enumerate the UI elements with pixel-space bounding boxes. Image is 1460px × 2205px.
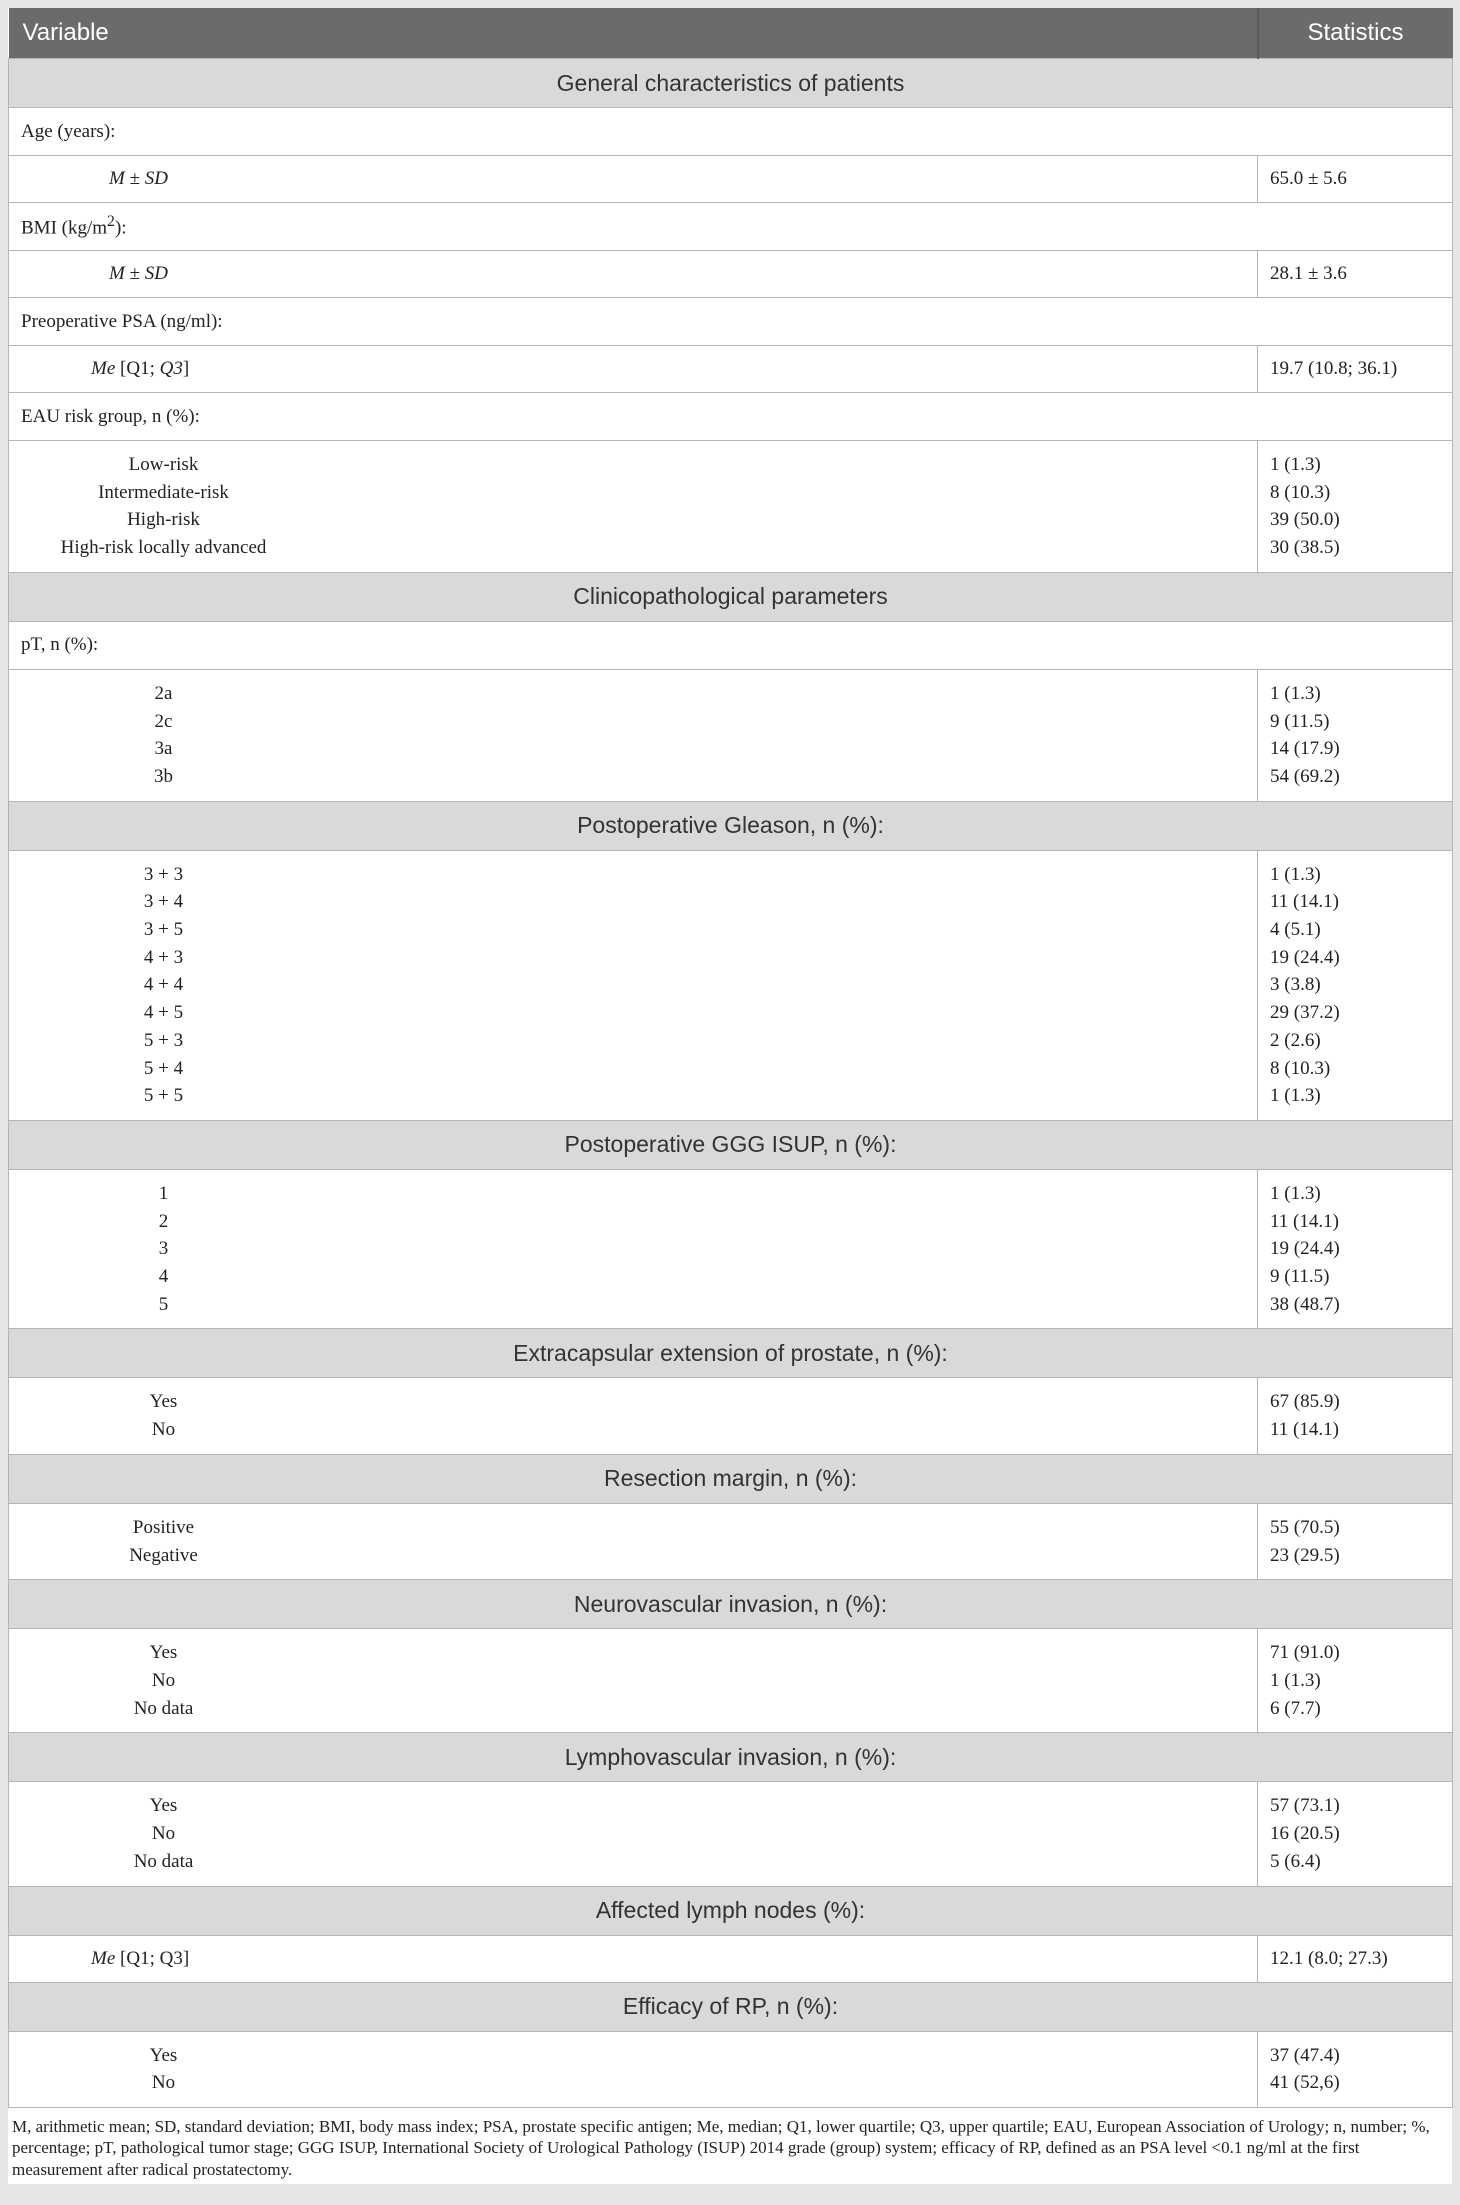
list-value: 37 (47.4) bbox=[1270, 2044, 1340, 2066]
list-item: 3a bbox=[154, 738, 173, 760]
section-title-gleason: Postoperative Gleason, n (%): bbox=[9, 801, 1453, 850]
list-item: Yes bbox=[149, 1795, 178, 1817]
table-row bbox=[9, 441, 1453, 573]
list-item: Positive bbox=[132, 1516, 195, 1538]
header-statistics: Statistics bbox=[1258, 8, 1453, 59]
section-title-lymphovascular: Lymphovascular invasion, n (%): bbox=[9, 1733, 1453, 1782]
section-row bbox=[9, 1733, 1453, 1782]
list-item: Negative bbox=[129, 1544, 198, 1566]
list-value: 39 (50.0) bbox=[1270, 509, 1340, 531]
list-value: 16 (20.5) bbox=[1270, 1823, 1340, 1845]
lymphovascular-items bbox=[9, 1782, 1258, 1886]
section-title-resection: Resection margin, n (%): bbox=[9, 1454, 1453, 1503]
age-value: 65.0 ± 5.6 bbox=[1258, 156, 1453, 203]
table-row bbox=[9, 1935, 1453, 1982]
table-row bbox=[9, 2031, 1453, 2107]
list-value: 1 (1.3) bbox=[1270, 1182, 1321, 1204]
resection-items bbox=[9, 1503, 1258, 1579]
list-value: 3 (3.8) bbox=[1270, 974, 1321, 996]
table-header-row bbox=[9, 8, 1453, 59]
list-value: 67 (85.9) bbox=[1270, 1391, 1340, 1413]
list-item: 3b bbox=[154, 765, 173, 787]
neurovascular-values bbox=[1258, 1629, 1453, 1733]
stat-symbol: Me bbox=[91, 1947, 116, 1969]
age-stat-label bbox=[9, 156, 1258, 203]
table-row bbox=[9, 621, 1453, 669]
list-value: 19 (24.4) bbox=[1270, 1238, 1340, 1260]
list-item: 4 bbox=[158, 1266, 169, 1288]
list-item: 5 + 5 bbox=[143, 1085, 184, 1107]
table-row bbox=[9, 1378, 1453, 1454]
psa-stat-label bbox=[9, 346, 1258, 393]
table-row bbox=[9, 298, 1453, 346]
list-item: No bbox=[151, 1419, 176, 1441]
pt-items bbox=[9, 669, 1258, 801]
stat-symbol: [Q1; bbox=[115, 358, 160, 379]
list-value: 6 (7.7) bbox=[1270, 1697, 1321, 1719]
list-value: 11 (14.1) bbox=[1270, 1210, 1339, 1232]
section-row bbox=[9, 1580, 1453, 1629]
list-item: No data bbox=[133, 1697, 194, 1719]
list-item: Yes bbox=[149, 2044, 178, 2066]
list-item: Intermediate-risk bbox=[98, 481, 229, 503]
stat-symbol: [Q1; Q3] bbox=[115, 1947, 190, 1969]
section-title-general: General characteristics of patients bbox=[9, 59, 1453, 108]
stat-symbol: ] bbox=[182, 358, 190, 379]
bmi-label bbox=[9, 203, 1453, 251]
efficacy-items bbox=[9, 2031, 1258, 2107]
list-value: 5 (6.4) bbox=[1270, 1850, 1321, 1872]
bmi-label-sup: 2 bbox=[107, 213, 115, 231]
list-value: 4 (5.1) bbox=[1270, 919, 1321, 941]
section-row bbox=[9, 1329, 1453, 1378]
list-item: 4 + 4 bbox=[143, 974, 184, 996]
table-row bbox=[9, 203, 1453, 251]
list-value: 19 (24.4) bbox=[1270, 946, 1340, 968]
table-row bbox=[9, 1782, 1453, 1886]
list-value: 55 (70.5) bbox=[1270, 1516, 1340, 1538]
list-value: 23 (29.5) bbox=[1270, 1544, 1340, 1566]
list-value: 41 (52,6) bbox=[1270, 2072, 1340, 2094]
lymphovascular-values bbox=[1258, 1782, 1453, 1886]
list-item: 5 bbox=[158, 1293, 169, 1315]
list-value: 38 (48.7) bbox=[1270, 1293, 1340, 1315]
lymph-nodes-value: 12.1 (8.0; 27.3) bbox=[1258, 1935, 1453, 1982]
section-row bbox=[9, 1886, 1453, 1935]
list-value: 8 (10.3) bbox=[1270, 1057, 1331, 1079]
section-title-clinicopathological: Clinicopathological parameters bbox=[9, 572, 1453, 621]
neurovascular-items bbox=[9, 1629, 1258, 1733]
stat-symbol: M bbox=[109, 263, 125, 284]
list-item: No data bbox=[133, 1850, 194, 1872]
list-item: 3 + 5 bbox=[143, 919, 184, 941]
eau-label: EAU risk group, n (%): bbox=[9, 393, 1453, 441]
section-title-lymph-nodes: Affected lymph nodes (%): bbox=[9, 1886, 1453, 1935]
table-row bbox=[9, 156, 1453, 203]
list-value: 8 (10.3) bbox=[1270, 481, 1331, 503]
list-value: 1 (1.3) bbox=[1270, 1669, 1321, 1691]
list-item: 5 + 3 bbox=[143, 1029, 184, 1051]
list-value: 9 (11.5) bbox=[1270, 1266, 1330, 1288]
efficacy-values bbox=[1258, 2031, 1453, 2107]
list-item: 3 + 4 bbox=[143, 891, 184, 913]
lymph-nodes-stat-label bbox=[9, 1935, 1258, 1982]
list-item: 3 bbox=[158, 1238, 169, 1260]
list-item: Low-risk bbox=[128, 454, 199, 475]
table-row bbox=[9, 1629, 1453, 1733]
table-row bbox=[9, 393, 1453, 441]
list-item: Yes bbox=[149, 1391, 178, 1413]
patient-characteristics-table bbox=[8, 8, 1453, 2108]
gleason-items bbox=[9, 850, 1258, 1120]
table-row bbox=[9, 850, 1453, 1120]
list-value: 14 (17.9) bbox=[1270, 738, 1340, 760]
section-row bbox=[9, 1120, 1453, 1169]
list-item: 4 + 5 bbox=[143, 1002, 184, 1024]
section-title-neurovascular: Neurovascular invasion, n (%): bbox=[9, 1580, 1453, 1629]
list-item: No bbox=[151, 1669, 176, 1691]
list-value: 1 (1.3) bbox=[1270, 682, 1321, 704]
section-row bbox=[9, 572, 1453, 621]
list-item: 3 + 3 bbox=[143, 863, 184, 885]
list-item: 2a bbox=[154, 682, 173, 704]
list-value: 57 (73.1) bbox=[1270, 1795, 1340, 1817]
ggg-values bbox=[1258, 1169, 1453, 1329]
bmi-label-text: ): bbox=[114, 217, 127, 239]
list-item: 1 bbox=[158, 1182, 169, 1204]
list-value: 9 (11.5) bbox=[1270, 710, 1330, 732]
pt-label: pT, n (%): bbox=[9, 621, 1453, 669]
list-item: High-risk bbox=[127, 509, 200, 531]
table-row bbox=[9, 1169, 1453, 1329]
bmi-value: 28.1 ± 3.6 bbox=[1258, 251, 1453, 298]
list-item: High-risk locally advanced bbox=[60, 537, 267, 559]
table-row bbox=[9, 1503, 1453, 1579]
list-value: 11 (14.1) bbox=[1270, 891, 1339, 913]
list-value: 71 (91.0) bbox=[1270, 1642, 1340, 1664]
table-row bbox=[9, 251, 1453, 298]
list-value: 29 (37.2) bbox=[1270, 1002, 1340, 1024]
extracapsular-items bbox=[9, 1378, 1258, 1454]
gleason-values bbox=[1258, 850, 1453, 1120]
stat-symbol: ± bbox=[124, 263, 145, 284]
section-title-extracapsular: Extracapsular extension of prostate, n (%): bbox=[9, 1329, 1453, 1378]
age-label: Age (years): bbox=[9, 108, 1453, 156]
section-row bbox=[9, 1454, 1453, 1503]
extracapsular-values bbox=[1258, 1378, 1453, 1454]
section-title-ggg: Postoperative GGG ISUP, n (%): bbox=[9, 1120, 1453, 1169]
list-item: Yes bbox=[149, 1642, 178, 1664]
list-value: 1 (1.3) bbox=[1270, 454, 1321, 475]
stat-symbol: M bbox=[109, 168, 125, 189]
section-row bbox=[9, 1982, 1453, 2031]
psa-label: Preoperative PSA (ng/ml): bbox=[9, 298, 1453, 346]
ggg-items bbox=[9, 1169, 1258, 1329]
resection-values bbox=[1258, 1503, 1453, 1579]
section-title-efficacy: Efficacy of RP, n (%): bbox=[9, 1982, 1453, 2031]
bmi-label-text: BMI (kg/m bbox=[21, 217, 108, 239]
stat-symbol: Me bbox=[91, 358, 116, 379]
header-variable: Variable bbox=[9, 8, 1258, 59]
psa-value: 19.7 (10.8; 36.1) bbox=[1258, 346, 1453, 393]
list-value: 30 (38.5) bbox=[1270, 537, 1340, 559]
section-row bbox=[9, 59, 1453, 108]
list-item: 2 bbox=[158, 1210, 169, 1232]
table-footnote: M, arithmetic mean; SD, standard deviation; BMI, body mass index; PSA, prostate specific antigen; Me, median; Q1, lower quartile; Q3, upper quartile; EAU, European Association of Urology; n, number; %, percentage; pT, pathological tumor stage; GGG ISUP, International Society of Urological Pathology (ISUP) 2014 grade (group) system; efficacy of RP, defined as an PSA level <0.1 ng/ml at the first measurement after radical prostatectomy. bbox=[12, 2116, 1430, 2179]
stat-symbol: SD bbox=[144, 168, 168, 189]
section-row bbox=[9, 801, 1453, 850]
list-item: 4 + 3 bbox=[143, 946, 184, 968]
list-value: 11 (14.1) bbox=[1270, 1419, 1339, 1441]
list-item: 5 + 4 bbox=[143, 1057, 184, 1079]
eau-items bbox=[9, 441, 1258, 573]
list-value: 54 (69.2) bbox=[1270, 765, 1340, 787]
list-item: No bbox=[151, 1823, 176, 1845]
stat-symbol: Q3 bbox=[159, 358, 183, 379]
stat-symbol: SD bbox=[144, 263, 168, 284]
table-row bbox=[9, 669, 1453, 801]
table-row bbox=[9, 346, 1453, 393]
list-value: 1 (1.3) bbox=[1270, 863, 1321, 885]
eau-values bbox=[1258, 441, 1453, 573]
list-item: No bbox=[151, 2072, 176, 2094]
bmi-stat-label bbox=[9, 251, 1258, 298]
list-value: 2 (2.6) bbox=[1270, 1029, 1321, 1051]
table-container bbox=[8, 8, 1452, 2184]
list-value: 1 (1.3) bbox=[1270, 1085, 1321, 1107]
pt-values bbox=[1258, 669, 1453, 801]
stat-symbol: ± bbox=[124, 168, 145, 189]
table-row bbox=[9, 108, 1453, 156]
list-item: 2c bbox=[154, 710, 173, 732]
